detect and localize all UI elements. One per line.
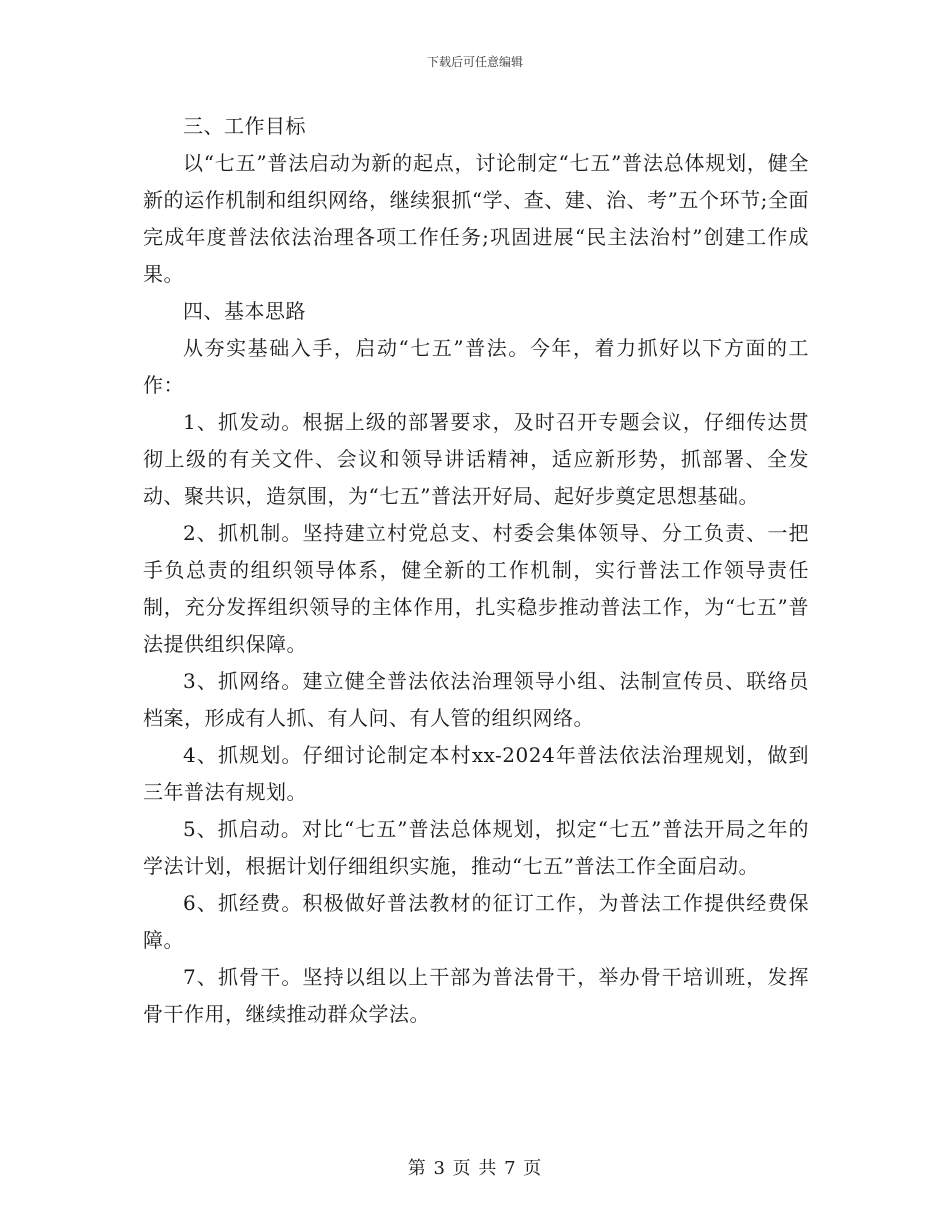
section-heading-approach: 四、基本思路 [183,299,306,323]
paragraph-approach-intro: 从夯实基础入手，启动“七五”普法。今年，着力抓好以下方面的工作： [143,336,809,397]
paragraph-item-4: 4、抓规划。仔细讨论制定本村xx-2024年普法依法治理规划，做到三年普法有规划。 [143,743,809,804]
paragraph-item-2: 2、抓机制。坚持建立村党总支、村委会集体领导、分工负责、一把手负总责的组织领导体系，健全新的工作机制，实行普法工作领导责任制，充分发挥组织领导的主体作用，扎实稳步推动普法工作，为“七五”普法提供组织保障。 [143,521,809,656]
paragraph-item-7: 7、抓骨干。坚持以组以上干部为普法骨干，举办骨干培训班，发挥骨干作用，继续推动群众学法。 [143,965,809,1026]
paragraph-item-1: 1、抓发动。根据上级的部署要求，及时召开专题会议，仔细传达贯彻上级的有关文件、会议和领导讲话精神，适应新形势，抓部署、全发动、聚共识，造氛围，为“七五”普法开好局、起好步奠定思想基础。 [143,410,809,508]
paragraph-item-6: 6、抓经费。积极做好普法教材的征订工作，为普法工作提供经费保障。 [143,891,809,952]
paragraph-item-5: 5、抓启动。对比“七五”普法总体规划，拟定“七五”普法开局之年的学法计划，根据计划仔细组织实施，推动“七五”普法工作全面启动。 [143,817,809,878]
document-body [143,108,809,1033]
section-heading-goals: 三、工作目标 [183,114,306,138]
page-header: 下载后可任意编辑 [426,55,523,69]
page-footer: 第 3 页 共 7 页 [407,1158,543,1179]
paragraph-item-3: 3、抓网络。建立健全普法依法治理领导小组、法制宣传员、联络员档案，形成有人抓、有人问、有人管的组织网络。 [143,669,809,730]
paragraph-goals: 以“七五”普法启动为新的起点，讨论制定“七五”普法总体规划，健全新的运作机制和组织网络，继续狠抓“学、查、建、治、考”五个环节;全面完成年度普法依法治理各项工作任务;巩固进展“民主法治村”创建工作成果。 [143,151,809,286]
